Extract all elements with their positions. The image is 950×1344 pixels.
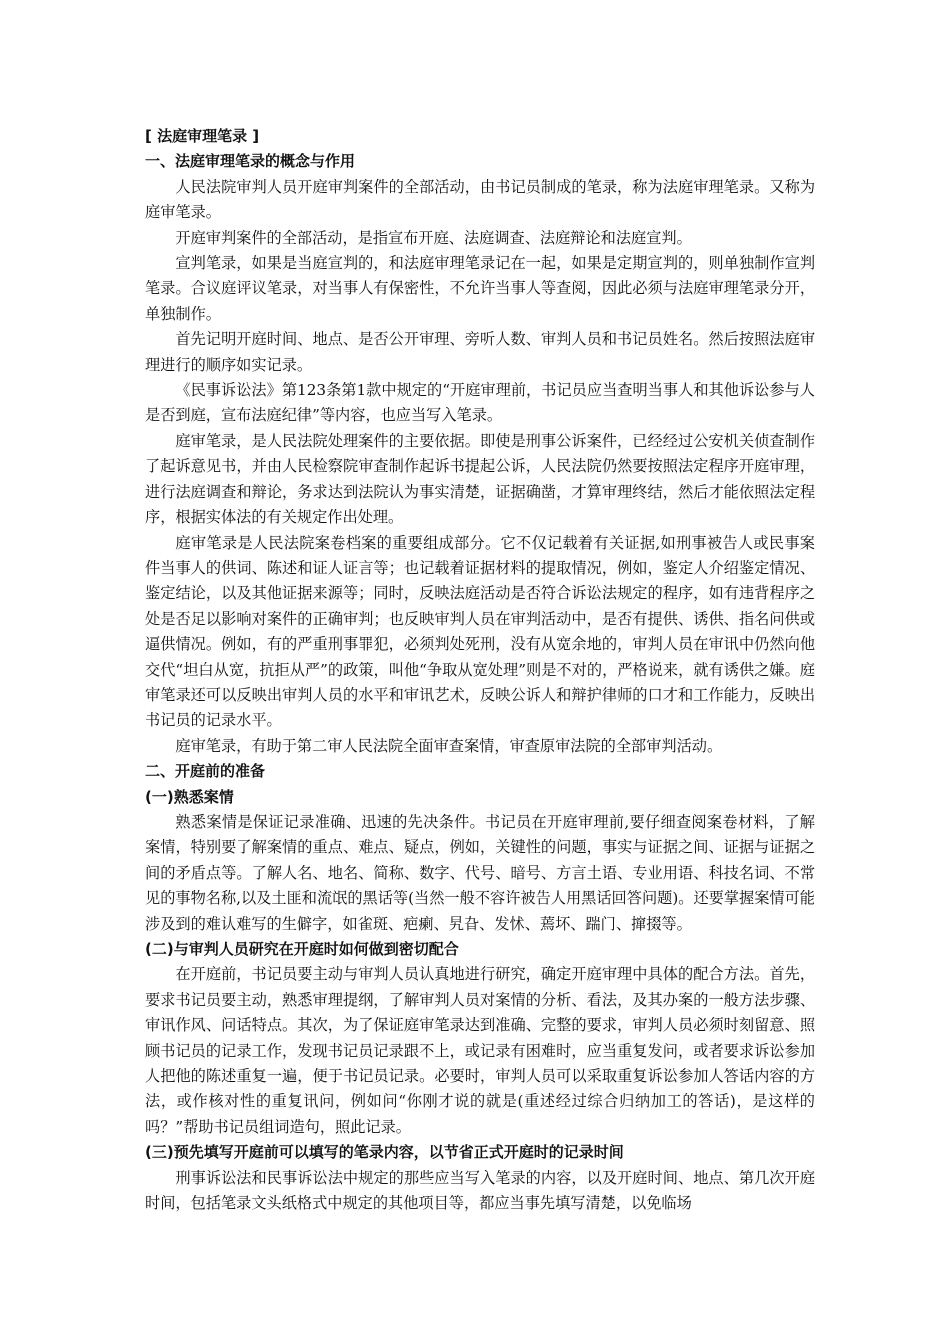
paragraph: 熟悉案情是保证记录准确、迅速的先决条件。书记员在开庭审理前,要仔细查阅案卷材料，了解案情，特别要了解案情的重点、难点、疑点，例如，关键性的问题，事实与证据之间、证据与证据之间的矛盾点等。了解人名、地名、简称、数字、代号、暗号、方言土语、专业用语、科技名词、不常见的事物名称,以及土匪和流氓的黑话等(当然一般不容许被告人用黑话回答问题)。还要掌握案情可能涉及到的难认难写的生僻字，如雀斑、疤瘌、旯旮、发怵、蔫坏、踹门、撺掇等。: [145, 812, 815, 933]
document-title: [ 法庭审理笔录 ]: [145, 127, 260, 145]
subsection-heading-2: (二)与审判人员研究在开庭时如何做到密切配合: [145, 940, 459, 958]
paragraph: 刑事诉讼法和民事诉讼法中规定的那些应当写入笔录的内容，以及开庭时间、地点、第几次开庭时间，包括笔录文头纸格式中规定的其他项目等，都应当事先填写清楚，以免临场: [145, 1168, 815, 1213]
document-body: [145, 124, 815, 1216]
paragraph: 《民事诉讼法》第123条第1款中规定的“开庭审理前，书记员应当查明当事人和其他诉讼参与人是否到庭，宣布法庭纪律”等内容，也应当写入笔录。: [145, 381, 815, 425]
paragraph: 庭审笔录是人民法院案卷档案的重要组成部分。它不仅记载着有关证据,如刑事被告人或民事案件当事人的供词、陈述和证人证言等；也记载着证据材料的提取情况，例如，鉴定人介绍鉴定情况、鉴定结论，以及其他证据来源等；同时，反映法庭活动是否符合诉讼法规定的程序，如有违背程序之处是否足以影响对案件的正确审判；也反映审判人员在审判活动中，是否有提供、诱供、指名问供或逼供情况。例如，有的严重刑事罪犯，必须判处死刑，没有从宽余地的，审判人员在审讯中仍然向他交代“坦白从宽，抗拒从严”的政策，叫他“争取从宽处理”则是不对的，严格说来，就有诱供之嫌。庭审笔录还可以反映出审判人员的水平和审讯艺术，反映公诉人和辩护律师的口才和工作能力，反映出书记员的记录水平。: [145, 533, 815, 730]
paragraph: 在开庭前，书记员要主动与审判人员认真地进行研究，确定开庭审理中具体的配合方法。首先，要求书记员要主动，熟悉审理提纲，了解审判人员对案情的分析、看法，及其办案的一般方法步骤、审讯作风、问话特点。其次，为了保证庭审笔录达到准确、完整的要求，审判人员必须时刻留意、照顾书记员的记录工作，发现书记员记录跟不上，或记录有困难时，应当重复发问，或者要求诉讼参加人把他的陈述重复一遍，便于书记员记录。必要时，审判人员可以采取重复诉讼参加人答话内容的方法，或作核对性的重复讯问，例如问“你刚才说的就是(重述经过综合归纳加工的答话)，是这样的吗？”帮助书记员组词造句，照此记录。: [145, 965, 815, 1136]
subsection-heading-3: (三)预先填写开庭前可以填写的笔录内容，以节省正式开庭时的记录时间: [145, 1143, 624, 1162]
paragraph: 首先记明开庭时间、地点、是否公开审理、旁听人数、审判人员和书记员姓名。然后按照法庭审理进行的顺序如实记录。: [145, 330, 815, 374]
paragraph: 开庭审判案件的全部活动，是指宣布开庭、法庭调查、法庭辩论和法庭宣判。: [175, 228, 692, 247]
paragraph: 宣判笔录，如果是当庭宣判的，和法庭审理笔录记在一起，如果是定期宣判的，则单独制作宣判笔录。合议庭评议笔录，对当事人有保密性，不允许当事人等查阅，因此必须与法庭审理笔录分开，单独制作。: [145, 254, 815, 323]
paragraph: 庭审笔录，是人民法院处理案件的主要依据。即使是刑事公诉案件，已经经过公安机关侦查制作了起诉意见书，并由人民检察院审查制作起诉书提起公诉，人民法院仍然要按照法定程序开庭审理，进行法庭调查和辩论，务求达到法院认为事实清楚，证据确凿，才算审理终结，然后才能依照法定程序，根据实体法的有关规定作出处理。: [145, 431, 815, 527]
section-heading-1: 一、法庭审理笔录的概念与作用: [145, 152, 356, 171]
paragraph: 人民法院审判人员开庭审判案件的全部活动，由书记员制成的笔录，称为法庭审理笔录。又称为庭审笔录。: [145, 177, 815, 222]
subsection-heading-1: (一)熟悉案情: [145, 787, 234, 806]
paragraph: 庭审笔录，有助于第二审人民法院全面审查案情，审查原审法院的全部审判活动。: [175, 736, 723, 755]
section-heading-2: 二、开庭前的准备: [145, 762, 266, 781]
